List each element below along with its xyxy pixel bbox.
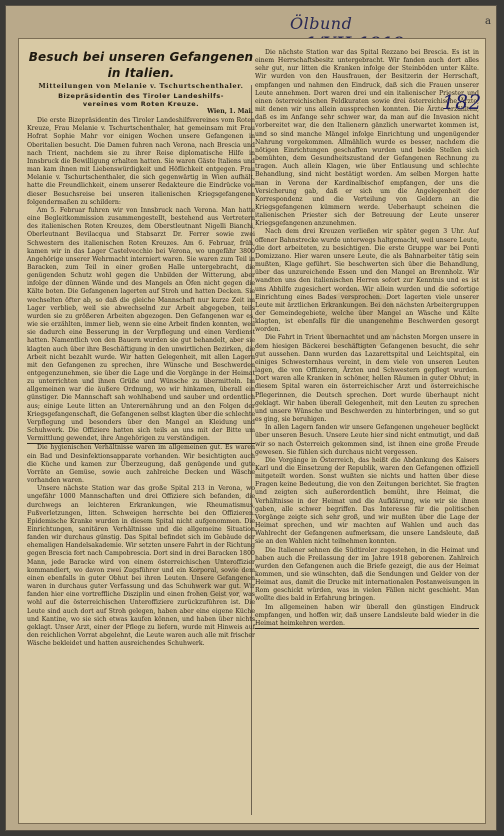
- paragraph: Die nächste Station war das Spital Rezzano bei Brescia. Es ist in einem Herrschaftsbesitz untergebracht. Wir fanden auch dort alles sehr gut, nur litten die Kranken infolge der Steinböden unter Kälte. Wir wurden von den Hausfrauen, der Besitzerin der Herrschaft, empfangen und nahmen den Eindruck, daß sich die Frauen unserer Leute annehmen. Dort waren drei und ein italienischer Priester und einen österreichischen Feldkuraten sowie drei österreichische Ärzte, mit denen wir uns allein aussprechen konnten. Die Ärzte erzählten, daß es im Anfange sehr schwer war, da man auf die Invasion nicht vorbereitet war, die den Italienern gänzlich unerwartet kommen ist, und so sind manche Mängel infolge Einrichtung und ungenügender Nahrung vorgekommen. Allmählich wurde es besser, nachdem die nötigen Einrichtungen geschaffen wurden und beide Stellen sich bemühten, dem Gesundheitszustand der Gefangenen Rechnung zu tragen. Auch allein Klagen, wie über Entlausung und schlechte Behandlung, sind nicht bestätigt worden. Am selben Morgen hatte man in Verona der Kardinalbischof empfangen, der uns die Versicherung gab, daß er sich um die Angelegenheit der Korrespondenz und die Verteilung von Geldern an die Kriegsgefangenen kümmern werde. Ueberhaupt scheinen die italienischen Priester sich der Betreuung der Leute unserer Kriegsgefangenen anzunehmen.: [255, 49, 479, 228]
- corner-mark: a: [485, 16, 492, 27]
- paragraph: Die Vorgänge in Österreich, das heißt die Abdankung des Kaisers Karl und die Einsetzung der Republik, waren den Gefangenen offiziell mitgeteilt worden. Sonst wußten sie nichts und hatten über diese Fragen keine Bedeutung, die von den Zeitungen berichtet. Sie fragten und zeigten sich außerordentlich bemüht, ihre Heimat, die Verhältnisse in der Heimat und die Aufklärung, wie wir sie ihnen gaben, alle schwer begriffen. Das Interesse für die politischen Vorgänge zeigte sich sehr groß, und wir mußten über die Lage der Heimat sprechen, und wir machten auf Wahlen und auch das Wahlrecht der Gefangenen aufmerksam, die unsere Landsleute, daß sie an den Wahlen nicht teilnehmen konnten.: [255, 456, 479, 546]
- article-byline-line1: Bizepräsidentin des Tiroler Landeshilfs-: [58, 92, 224, 100]
- paragraph: Am 5. Februar fuhren wir von Innsbruck nach Verona. Man hatte eine Begleitkommission zusammengestellt, bestehend aus Vertretern des italienischen Roten Kreuzes, dem Oberstleutnant Nigelli Bianchi, Oberleutnant Bevilacqua und Stabsarzt Dr. Ferrer sowie zwei Schwestern des italienischen Roten Kreuzes. Am 6. Februar, früh, kamen wir in das Lager Castelvecchio bei Verona, wo ungefähr 3800 Angehörige unserer Wehrmacht interniert waren. Sie waren zum Teil in Baracken, zum Teil in einer großen Halle untergebracht, die genügenden Schutz wohl gegen die Unbilden der Witterung, aber infolge der dünnen Wände und des Mangels an Öfen nicht gegen die Kälte boten. Die Gefangenen lagerten auf Stroh und hatten Decken. Sie wechselten öfter ab, so daß die gleiche Mannschaft nur kurze Zeit im Lager verblieb, weil sie abwechselnd zur Arbeit abgegeben, teils wurden sie zu größeren Arbeiten abgezogen. Den Gefangenen war es, wie sie erzählten, immer lieb, wenn sie eine Arbeit finden konnten, weil sie dadurch eine Besserung in der Verpflegung und einen Verdienst hatten. Namentlich von den Bauern wurden sie gut behandelt, aber sie klagten auch über ihre Beschäftigung in den unwirtlichen Bezirken, die Arbeit nicht bezahlt wurde. Wir hatten Gelegenheit, mit allen Lagern mit den Gefangenen zu sprechen, ihre Wünsche und Beschwerden entgegenzunehmen, sie über die Lage und die Vorgänge in der Heimat zu unterrichten und ihnen Grüße und Wünsche zu übermitteln. Im allgemeinen war die äußere Ordnung, wo wir hinkamen, überall ein günstiger. Die Mannschaft sah wohlhabend und sauber und ordentlich aus; einige Leute litten an Unterernährung und an den Folgen der Kriegsgefangenschaft, die Gefangenen selbst klagten über die schlechte Verpflegung und besonders über den Mangel an Kleidung und Schuhwerk. Die Offiziere hatten sich teils an uns mit der Bitte um Vermittlung gewendet, ihre Angehörigen zu verständigen.: [27, 207, 255, 445]
- paragraph: In allen Lagern fanden wir unsere Gefangenen ungeheuer beglückt über unseren Besuch. Unsere Leute hier sind nicht entmutigt, und daß wir so nach Österreich gekommen sind, ist ihnen eine große Freude gewesen. Sie fühlen sich durchaus nicht vergessen.: [255, 424, 479, 456]
- scanned-page: [6, 6, 496, 830]
- paragraph: Die Italiener sehnen die Südtiroler zugestehen, in die Heimat und haben auch die Freilassung der im Jahre 1918 geborenen. Zahlreich wurden den Gefangenen auch die Briefe gezeigt, die aus der Heimat kommen, und sie wünschten, daß die Sendungen und Gelder von der Heimat aus, damit die Drucke mit internationalen Postanweisungen in Rom geschickt würden, was in vielen Fällen nicht geschieht. Man wollte dies bald in Erfahrung bringen.: [255, 546, 479, 603]
- article-byline-line2: vereines vom Roten Kreuze.: [82, 100, 200, 108]
- paragraph: Nach dem drei Kreuzen verließen wir später gegen 3 Uhr. Auf offener Bahnstrecke wurde unterwegs haltgemacht, weil unsere Leute, die dort arbeiteten, zu besichtigen. Die erste Gruppe war bei Ponti Domizzano. Hier waren unsere Leute, die als Bahnarbeiter tätig sein mußten, Klage geführt. Sie beschwerten sich über die Behandlung, über das unzureichende Essen und den Mangel an Brennholz. Wir wandten uns den italienischen Herren sofort zur Kenntnis und es ist uns Abhilfe zugesichert worden. Wir allein wurden und die sofortige Einrichtung eines Bades versprochen. Dort lagerten viele unserer Leute mit ärztlichen Erkrankungen. Bei den nächsten Arbeitergruppen der Gemeindegebiete, welche über Mangel an Wäsche und Kälte klagten, ist ebenfalls für die unangenehme Beschwerden gesorgt worden.: [255, 228, 479, 334]
- article-headline: Besuch bei unseren Gefangenen in Italien.: [28, 50, 254, 80]
- right-column: [255, 49, 479, 813]
- paragraph: Die hygienischen Verhältnisse waren im allgemeinen gut. Es waren ein Bad und Desinfektionsapparate vorhanden. Wir besichtigten auch die Küche und kamen zur Überzeugung, daß genügende und gute Vorräte an Gemüse, sowie auch zahlreiche Decken und Wäsche vorhanden waren.: [27, 444, 255, 485]
- handwritten-page-number: 182: [442, 90, 482, 114]
- handwritten-source: Ölbund: [290, 14, 353, 33]
- article-subtitle: Mitteilungen von Melanie v. Tschurtschenthaler.: [38, 82, 244, 90]
- paragraph: Unsere nächste Station war das große Spital 213 in Verona, wo ungefähr 1000 Mannschaften und drei Offiziere sich befanden, die durchwegs an leichteren Erkrankungen, wie Rheumatismus, Fußverletzungen, litten. Schweigen herrschte bei den Offizieren. Epidemische Kranke wurden in diesem Spital nicht aufgenommen. Die Einrichtungen, sanitären Verhältnisse und die allgemeine Situation fanden wir durchaus günstig. Das Spital befindet sich im Gebäude der ehemaligen Handelsakademie. Wir setzten unsere Fahrt in der Richtung gegen Brescia fort nach Campobrescia. Dort sind in drei Baracken 1800 Mann, jede Baracke wird von einem österreichischen Unteroffizier kommandiert, wo davon zwei Zugsführer und ein Korporal, sowie dem einen ebenfalls in guter Obhut bei ihren Leuten. Unsere Gefangenen waren in durchaus guter Verfassung und das Schuhwerk war gut. Wir fanden hier eine vortreffliche Disziplin und einen frohen Geist vor, was wohl auf die österreichischen Unteroffiziere zurückzuführen ist. Die Leute sind auch dort auf Stroh gelegen, haben aber eine eigene Küche und Kantine, wo sie sich etwas kaufen können, und haben über nichts geklagt. Unser Arzt, einer der Pflege zu liefern, wurde mit Hinweis auf den reichlichen Vorrat abgelehnt, die Leute waren auch alle mit frischer Wäsche bekleidet und hatten ausreichendes Schuhwerk.: [27, 485, 255, 648]
- closing-paragraph: Im allgemeinen haben wir überall den günstigen Eindruck empfangen, und hoffen wir, daß unsere Landsleute bald wieder in die Heimat heimkehren werden.: [255, 604, 479, 629]
- article-dateline: Wien, 1. Mai.: [207, 108, 253, 115]
- left-column: [27, 49, 255, 813]
- newspaper-clipping: [18, 38, 486, 824]
- paragraph: Die Fahrt in Trient übernachtet und am nächsten Morgen unsere in dem hiesigen Bäckerei beschäftigten Gefangenen besucht, die sehr gut aussehen. Dann wurden das Lazarettspital und Leichtspital, ein einiges Schwesternhaus vereint, in dem viele von unseren Leuten lagen, die von Offizieren, Ärzten und Schwestern gepflegt wurden. Dort waren alle Kranken in schöner, hellen Räumen in guter Obhut; in diesem Spital waren ein österreichischer Arzt und österreichische Pflegerinnen, die Deutsch sprechen. Dort wurde überhaupt nicht geklagt. Wir haben überall Gelegenheit, mit den Leuten zu sprechen und unsere Wünsche und Beschwerden zu hinterbringen, und so gut es ging, sie beruhigen.: [255, 334, 479, 424]
- paragraph: Die erste Bizepräsidentin des Tiroler Landeshilfsvereines vom Roten Kreuze, Frau Melanie v. Tschurtschenthaler, hat gemeinsam mit Frau Hofrat Sophie Mahr vor einigen Wochen unsere Gefangenen in Oberitalien besucht. Die Damen fuhren nach Verona, nach Brescia und nach Trient, nachdem sie zu ihrer Reise diplomatische Hilfe in Innsbruck die Bewilligung erhalten hatten. Sie waren Gäste Italiens und man kam ihnen mit Liebenswürdigkeit und Höflichkeit entgegen. Frau Melanie v. Tschurtschenthaler, die sich gegenwärtig in Wien aufhält, hatte die Freundlichkeit, einem unserer Redakteure die Eindrücke von dieser Besuchsreise bei unseren italienischen Kriegsgefangenen folgendermaßen zu schildern:: [27, 117, 255, 206]
